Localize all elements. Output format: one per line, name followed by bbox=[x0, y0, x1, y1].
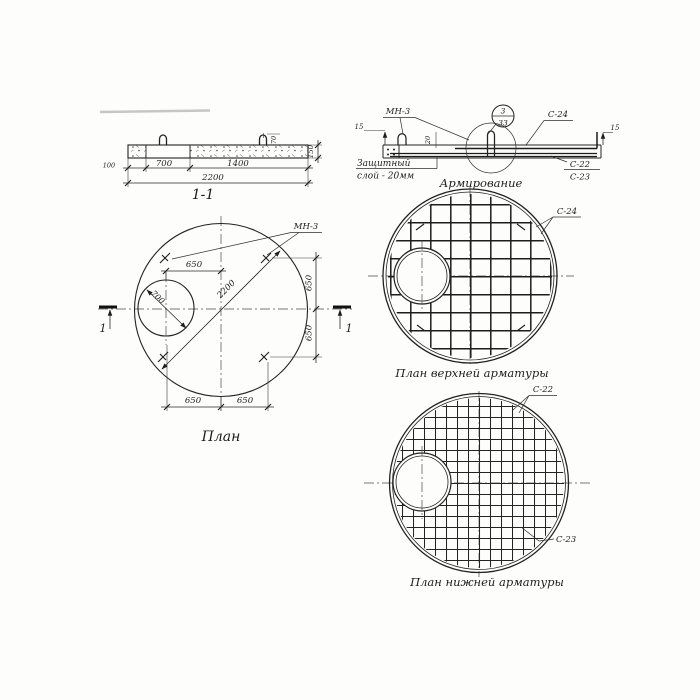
dim-label-2200: 2200 bbox=[202, 173, 224, 183]
top-mesh-bar-c24 bbox=[455, 132, 597, 149]
note-protective-line2: слой - 20мм bbox=[357, 171, 415, 182]
upper-label-c24: С-24 bbox=[556, 207, 578, 217]
detail-label-mn3: МН-3 bbox=[385, 107, 411, 117]
dim-label-20: 20 bbox=[424, 135, 432, 145]
reinforcement-detail bbox=[355, 105, 620, 190]
dim-label-diameter: 2200 bbox=[215, 278, 238, 301]
dim-label-650-bottom-left: 650 bbox=[184, 396, 202, 406]
section-mark-label-right: 1 bbox=[345, 322, 353, 335]
dim-label-1400: 1400 bbox=[227, 159, 249, 169]
dim-label-650-right-lower: 650 bbox=[304, 324, 315, 342]
dim-label-hook: 70 bbox=[270, 135, 278, 145]
loop-mn3-profile bbox=[398, 134, 406, 145]
lifting-loop-marks bbox=[158, 253, 271, 362]
upper-mesh-title: План верхней арматуры bbox=[395, 366, 549, 380]
dim-label-15-right: 15 bbox=[610, 124, 620, 132]
lower-label-c23: С-23 bbox=[556, 535, 577, 545]
upper-mesh-view bbox=[368, 187, 581, 380]
plan-mn3-leaders bbox=[172, 233, 299, 260]
dim-label-700: 700 bbox=[155, 159, 173, 169]
callout-denominator: 33 bbox=[498, 118, 508, 128]
plan-view bbox=[98, 216, 353, 445]
detail-label-c22: С-22 bbox=[569, 160, 591, 170]
dim-label-100: 100 bbox=[102, 161, 116, 170]
slab-joints bbox=[146, 145, 190, 158]
dim-label-thickness: 150 bbox=[307, 144, 315, 159]
concrete-hatch bbox=[190, 145, 308, 158]
mn3-leaders bbox=[400, 118, 469, 141]
detail-title: Армирование bbox=[439, 176, 523, 190]
callout-numerator: 3 bbox=[500, 106, 506, 116]
dim-label-opening: 700 bbox=[149, 288, 167, 306]
lifting-loop-left bbox=[160, 135, 167, 145]
lower-mesh-title: План нижней арматуры bbox=[410, 575, 564, 589]
section-view bbox=[103, 133, 322, 203]
section-mark-label-left: 1 bbox=[99, 322, 107, 335]
bottom-mesh-bars bbox=[390, 154, 597, 157]
lower-mesh-view bbox=[364, 385, 592, 589]
callout-leader bbox=[488, 124, 496, 134]
lifting-loop-right bbox=[260, 135, 267, 145]
dim-label-650-bottom-right: 650 bbox=[236, 396, 254, 406]
scan-artifact-line bbox=[100, 111, 210, 113]
note-protective-line1: Защитный bbox=[357, 159, 411, 169]
detail-label-c24: С-24 bbox=[547, 110, 569, 120]
plan-label-mn3: МН-3 bbox=[293, 222, 319, 232]
dim-label-650-topleft: 650 bbox=[185, 260, 203, 270]
right-dim-ext-lines bbox=[270, 258, 322, 357]
detail-label-c23: С-23 bbox=[569, 172, 591, 183]
dim-label-15-left: 15 bbox=[354, 123, 364, 131]
rebar-section-dots bbox=[387, 149, 395, 156]
concrete-hatch-left bbox=[128, 145, 146, 158]
section-title: 1-1 bbox=[191, 187, 215, 203]
dim-label-650-right-upper: 650 bbox=[304, 274, 315, 292]
c24-leader bbox=[526, 121, 544, 146]
plan-title: План bbox=[201, 429, 241, 445]
lower-label-c22: С-22 bbox=[532, 385, 554, 395]
